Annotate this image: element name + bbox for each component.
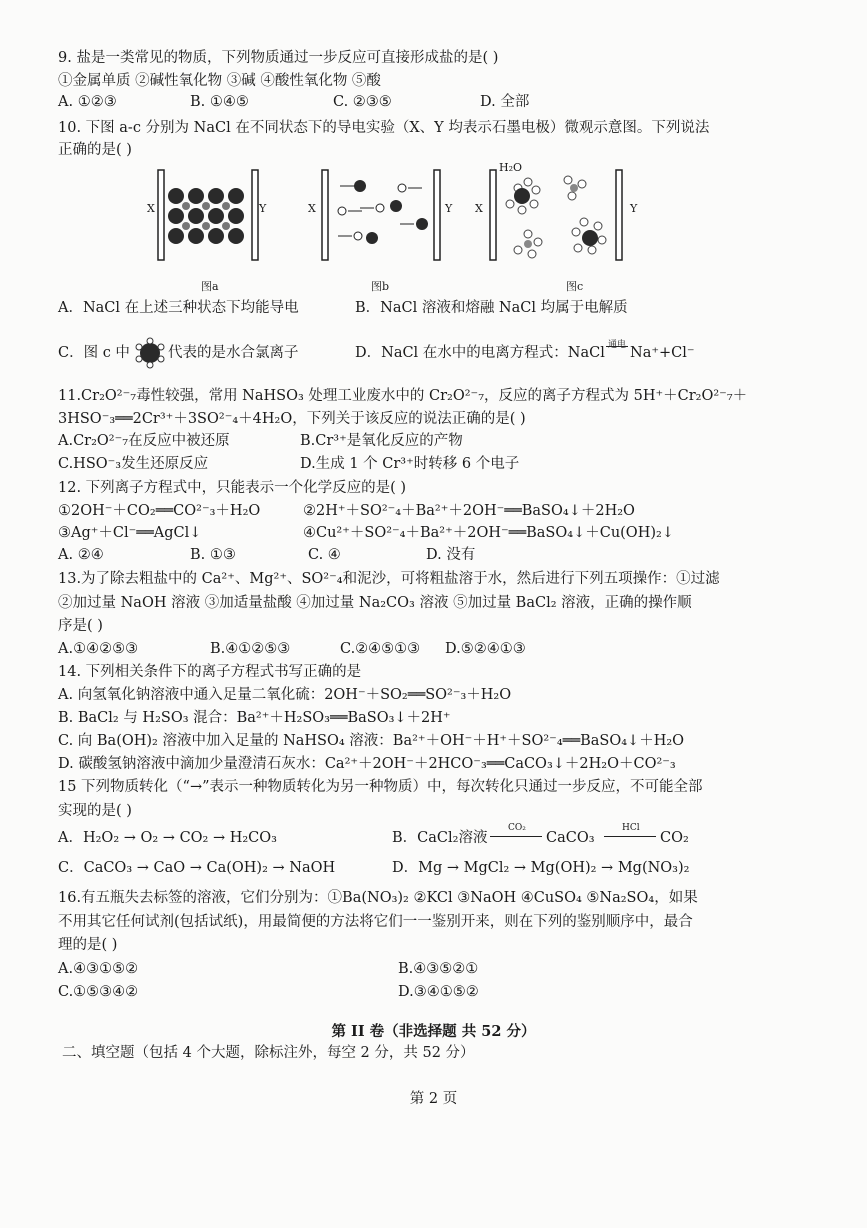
q10-option-c-post: 代表的是水合氯离子 <box>168 345 299 361</box>
q15-line1: 15 下列物质转化（“→”表示一种物质转化为另一种物质）中，每次转化只通过一步反应，不可能全部 <box>58 779 703 795</box>
fig-c-y-label: Y <box>630 202 638 215</box>
q12-option-a: A. ②④ <box>58 547 104 563</box>
q10-option-d-arrow <box>606 346 628 348</box>
figure-b <box>310 166 453 262</box>
q16-line1: 16.有五瓶失去标签的溶液，它们分别为：①Ba(NO₃)₂ ②KCl ③NaOH ④CuSO₄ ⑤Na₂SO₄，如果 <box>58 890 698 906</box>
q10-option-a: A．NaCl 在上述三种状态下均能导电 <box>58 300 299 316</box>
q10-stem-line1: 10. 下图 a-c 分别为 NaCl 在不同状态下的导电实验（X、Y 均表示石墨电极）微观示意图。下列说法 <box>58 120 710 136</box>
fig-b-x-label: X <box>308 202 316 215</box>
q12-option-d: D. 没有 <box>426 547 476 563</box>
q16-option-c: C.①⑤③④② <box>58 984 139 1000</box>
q15-option-b-post: CO₂ <box>660 830 689 846</box>
q9-option-a: A. ①②③ <box>58 94 117 110</box>
q13-line1: 13.为了除去粗盐中的 Ca²⁺、Mg²⁺、SO²⁻₄和泥沙，可将粗盐溶于水，然后进行下列五项操作：①过滤 <box>58 571 720 587</box>
q15-option-a: A．H₂O₂ → O₂ → CO₂ → H₂CO₃ <box>58 830 277 846</box>
q13-option-b: B.④①②⑤③ <box>210 641 291 657</box>
fig-c-x-label: X <box>475 202 483 215</box>
q10-option-d-post: Na⁺+Cl⁻ <box>630 345 695 361</box>
page-number: 第 2 页 <box>409 1091 458 1107</box>
q15-option-b-reagent1: CO₂ <box>508 823 526 833</box>
part2-section: 二、填空题（包括 4 个大题，除标注外，每空 2 分，共 52 分） <box>62 1045 475 1061</box>
q13-option-c: C.②④⑤①③ <box>340 641 421 657</box>
q14-stem: 14. 下列相关条件下的离子方程式书写正确的是 <box>58 664 362 680</box>
q15-option-d: D．Mg → MgCl₂ → Mg(OH)₂ → Mg(NO₃)₂ <box>392 860 690 876</box>
q10-option-b: B．NaCl 溶液和熔融 NaCl 均属于电解质 <box>355 300 628 316</box>
hydrated-ion-icon <box>133 337 167 369</box>
q14-option-b: B. BaCl₂ 与 H₂SO₃ 混合：Ba²⁺＋H₂SO₃══BaSO₃↓＋2H⁺ <box>58 710 451 726</box>
q10-option-c-pre: C．图 c 中 <box>58 345 130 361</box>
fig-a-caption: 图a <box>201 280 219 293</box>
q9-items: ①金属单质 ②碱性氧化物 ③碱 ④酸性氧化物 ⑤酸 <box>58 73 381 89</box>
q15-option-b-reagent2: HCl <box>622 823 640 833</box>
q11-option-b: B.Cr³⁺是氧化反应的产物 <box>300 433 463 449</box>
q11-option-a: A.Cr₂O²⁻₇在反应中被还原 <box>58 433 230 449</box>
q15-option-b-pre: B．CaCl₂溶液 <box>392 830 488 846</box>
q13-option-a: A.①④②⑤③ <box>58 641 139 657</box>
q14-option-a: A. 向氢氧化钠溶液中通入足量二氧化硫：2OH⁻＋SO₂══SO²⁻₃＋H₂O <box>58 687 512 703</box>
q16-line2: 不用其它任何试剂(包括试纸)，用最简便的方法将它们一一鉴别开来，则在下列的鉴别顺序中，最合 <box>58 914 693 930</box>
q10-option-d: D．NaCl 在水中的电离方程式：NaCl <box>355 345 605 361</box>
q16-line3: 理的是( ) <box>58 937 118 953</box>
q15-option-b-arrow1 <box>490 836 542 838</box>
q11-line2: 3HSO⁻₃══2Cr³⁺＋3SO²⁻₄＋4H₂O，下列关于该反应的说法正确的是( ) <box>58 411 526 427</box>
part2-title: 第 II 卷（非选择题 共 52 分） <box>331 1023 536 1040</box>
q11-option-c: C.HSO⁻₃发生还原反应 <box>58 456 209 472</box>
q13-line3: 序是( ) <box>58 618 103 634</box>
q9-option-b: B. ①④⑤ <box>190 94 249 110</box>
q12-eq4: ④Cu²⁺＋SO²⁻₄＋Ba²⁺＋2OH⁻══BaSO₄↓＋Cu(OH)₂↓ <box>303 525 674 541</box>
fig-c-water-label: H₂O <box>499 161 523 174</box>
q16-option-d: D.③④①⑤② <box>398 984 479 1000</box>
fig-a-x-label: X <box>147 202 155 215</box>
q9-option-c: C. ②③⑤ <box>333 94 392 110</box>
fig-b-y-label: Y <box>445 202 453 215</box>
q13-option-d: D.⑤②④①③ <box>445 641 526 657</box>
q12-eq3: ③Ag⁺＋Cl⁻══AgCl↓ <box>58 525 202 541</box>
q15-option-b-mid: CaCO₃ <box>546 830 595 846</box>
q11-option-d: D.生成 1 个 Cr³⁺时转移 6 个电子 <box>300 456 520 472</box>
q10-option-d-condition: 通电 <box>608 340 627 350</box>
q15-line2: 实现的是( ) <box>58 803 132 819</box>
q12-stem: 12. 下列离子方程式中，只能表示一个化学反应的是( ) <box>58 480 407 496</box>
q9-option-d: D. 全部 <box>480 94 530 110</box>
q9-stem: 9. 盐是一类常见的物质，下列物质通过一步反应可直接形成盐的是( ) <box>58 50 499 66</box>
q12-eq1: ①2OH⁻＋CO₂══CO²⁻₃＋H₂O <box>58 503 261 519</box>
q16-option-b: B.④③⑤②① <box>398 961 479 977</box>
q10-stem-line2: 正确的是( ) <box>58 142 132 158</box>
q12-option-c: C. ④ <box>308 547 341 563</box>
q15-option-b-arrow2 <box>604 836 656 838</box>
fig-c-caption: 图c <box>566 280 584 293</box>
q11-line1: 11.Cr₂O²⁻₇毒性较强，常用 NaHSO₃ 处理工业废水中的 Cr₂O²⁻₇，反应的离子方程式为 5H⁺＋Cr₂O²⁻₇＋ <box>58 388 748 404</box>
q12-option-b: B. ①③ <box>190 547 236 563</box>
q14-option-d: D. 碳酸氢钠溶液中滴加少量澄清石灰水：Ca²⁺＋2OH⁻＋2HCO⁻₃══CaCO₃↓＋2H₂O＋CO²⁻₃ <box>58 756 676 772</box>
q15-option-c: C．CaCO₃ → CaO → Ca(OH)₂ → NaOH <box>58 860 336 876</box>
q13-line2: ②加过量 NaOH 溶液 ③加适量盐酸 ④加过量 Na₂CO₃ 溶液 ⑤加过量 BaCl₂ 溶液，正确的操作顺 <box>58 595 692 611</box>
q12-eq2: ②2H⁺＋SO²⁻₄＋Ba²⁺＋2OH⁻══BaSO₄↓＋2H₂O <box>303 503 635 519</box>
fig-b-caption: 图b <box>371 280 390 293</box>
fig-a-y-label: Y <box>259 202 267 215</box>
q16-option-a: A.④③①⑤② <box>58 961 139 977</box>
q14-option-c: C. 向 Ba(OH)₂ 溶液中加入足量的 NaHSO₄ 溶液：Ba²⁺＋OH⁻＋H⁺＋SO²⁻₄══BaSO₄↓＋H₂O <box>58 733 685 749</box>
